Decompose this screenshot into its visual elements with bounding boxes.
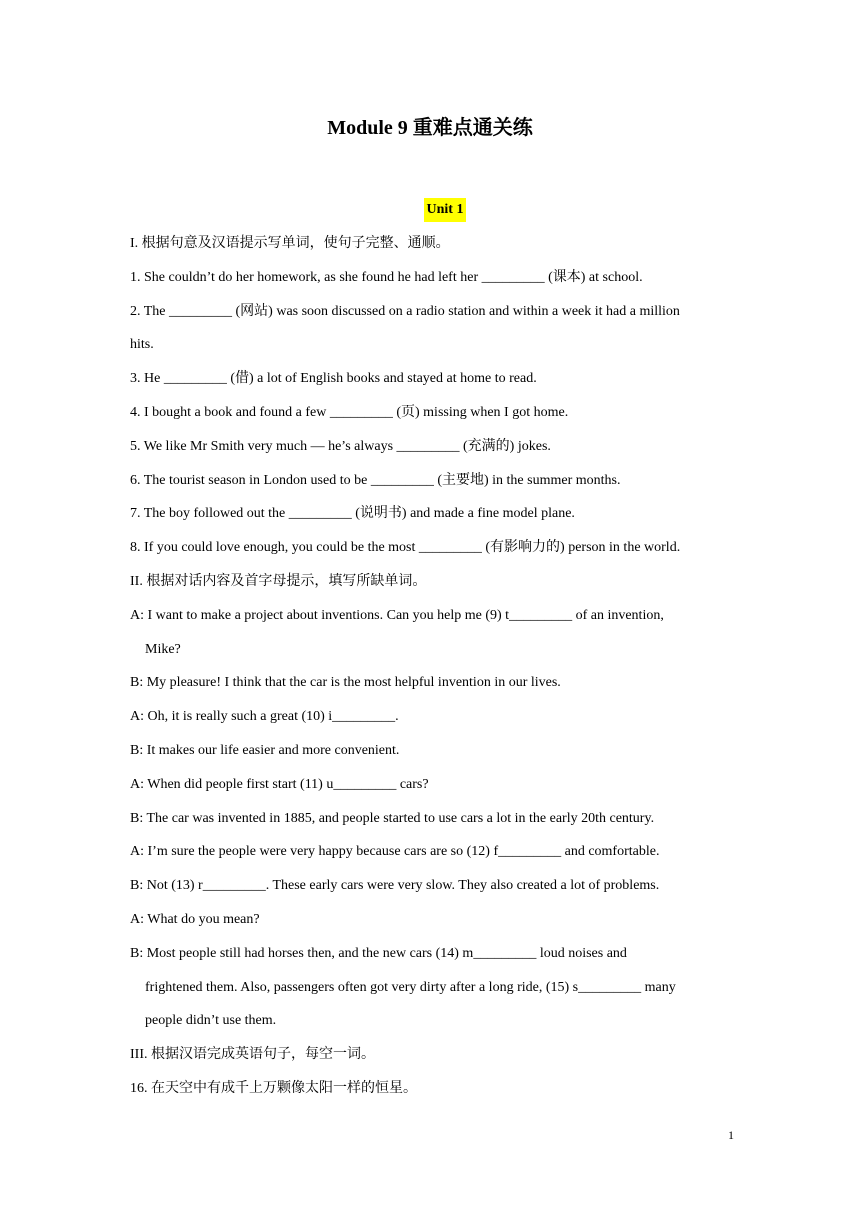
text-line: 4. I bought a book and found a few _________ (页) missing when I got home. bbox=[130, 404, 569, 420]
text-line: A: What do you mean? bbox=[130, 911, 260, 927]
unit-heading bbox=[0, 198, 860, 222]
text-line: A: I’m sure the people were very happy because cars are so (12) f_________ and comfortable. bbox=[130, 844, 660, 860]
unit-label: Unit 1 bbox=[424, 198, 467, 222]
text-line: 2. The _________ (网站) was soon discussed on a radio station and within a week it had a million bbox=[130, 303, 680, 319]
text-line: frightened them. Also, passengers often got very dirty after a long ride, (15) s_________ many bbox=[145, 979, 676, 995]
text-line: B: Not (13) r_________. These early cars were very slow. They also created a lot of problems. bbox=[130, 878, 660, 894]
text-line: 7. The boy followed out the _________ (说明书) and made a fine model plane. bbox=[130, 506, 575, 522]
text-line: A: I want to make a project about inventions. Can you help me (9) t_________ of an invention, bbox=[130, 607, 664, 623]
text-line: 5. We like Mr Smith very much — he’s always _________ (充满的) jokes. bbox=[130, 438, 551, 454]
text-line: I. 根据句意及汉语提示写单词，使句子完整、通顺。 bbox=[130, 236, 450, 251]
text-line: hits. bbox=[130, 337, 154, 353]
text-line: B: It makes our life easier and more convenient. bbox=[130, 742, 400, 758]
text-line: A: Oh, it is really such a great (10) i_________. bbox=[130, 709, 399, 725]
page-number: 1 bbox=[728, 1128, 734, 1142]
text-line: Mike? bbox=[145, 641, 181, 657]
text-line: B: The car was invented in 1885, and people started to use cars a lot in the early 20th century. bbox=[130, 810, 655, 826]
text-line: III. 根据汉语完成英语句子，每空一词。 bbox=[130, 1047, 375, 1063]
text-line: 16. 在天空中有成千上万颗像太阳一样的恒星。 bbox=[130, 1080, 417, 1096]
text-line: B: My pleasure! I think that the car is the most helpful invention in our lives. bbox=[130, 675, 561, 691]
text-line: 3. He _________ (借) a lot of English books and stayed at home to read. bbox=[130, 371, 537, 387]
text-line: 6. The tourist season in London used to be _________ (主要地) in the summer months. bbox=[130, 472, 621, 488]
text-line: 8. If you could love enough, you could be the most _________ (有影响力的) person in the world. bbox=[130, 540, 681, 556]
text-line: A: When did people first start (11) u_________ cars? bbox=[130, 776, 429, 792]
text-line: II. 根据对话内容及首字母提示，填写所缺单词。 bbox=[130, 573, 427, 589]
exercise-body bbox=[130, 232, 740, 1111]
page-title: Module 9 重难点通关练 bbox=[327, 117, 533, 139]
text-line: people didn’t use them. bbox=[145, 1013, 277, 1029]
text-line: 1. She couldn’t do her homework, as she found he had left her _________ (课本) at school. bbox=[130, 269, 643, 285]
text-line: B: Most people still had horses then, and the new cars (14) m_________ loud noises and bbox=[130, 945, 627, 961]
